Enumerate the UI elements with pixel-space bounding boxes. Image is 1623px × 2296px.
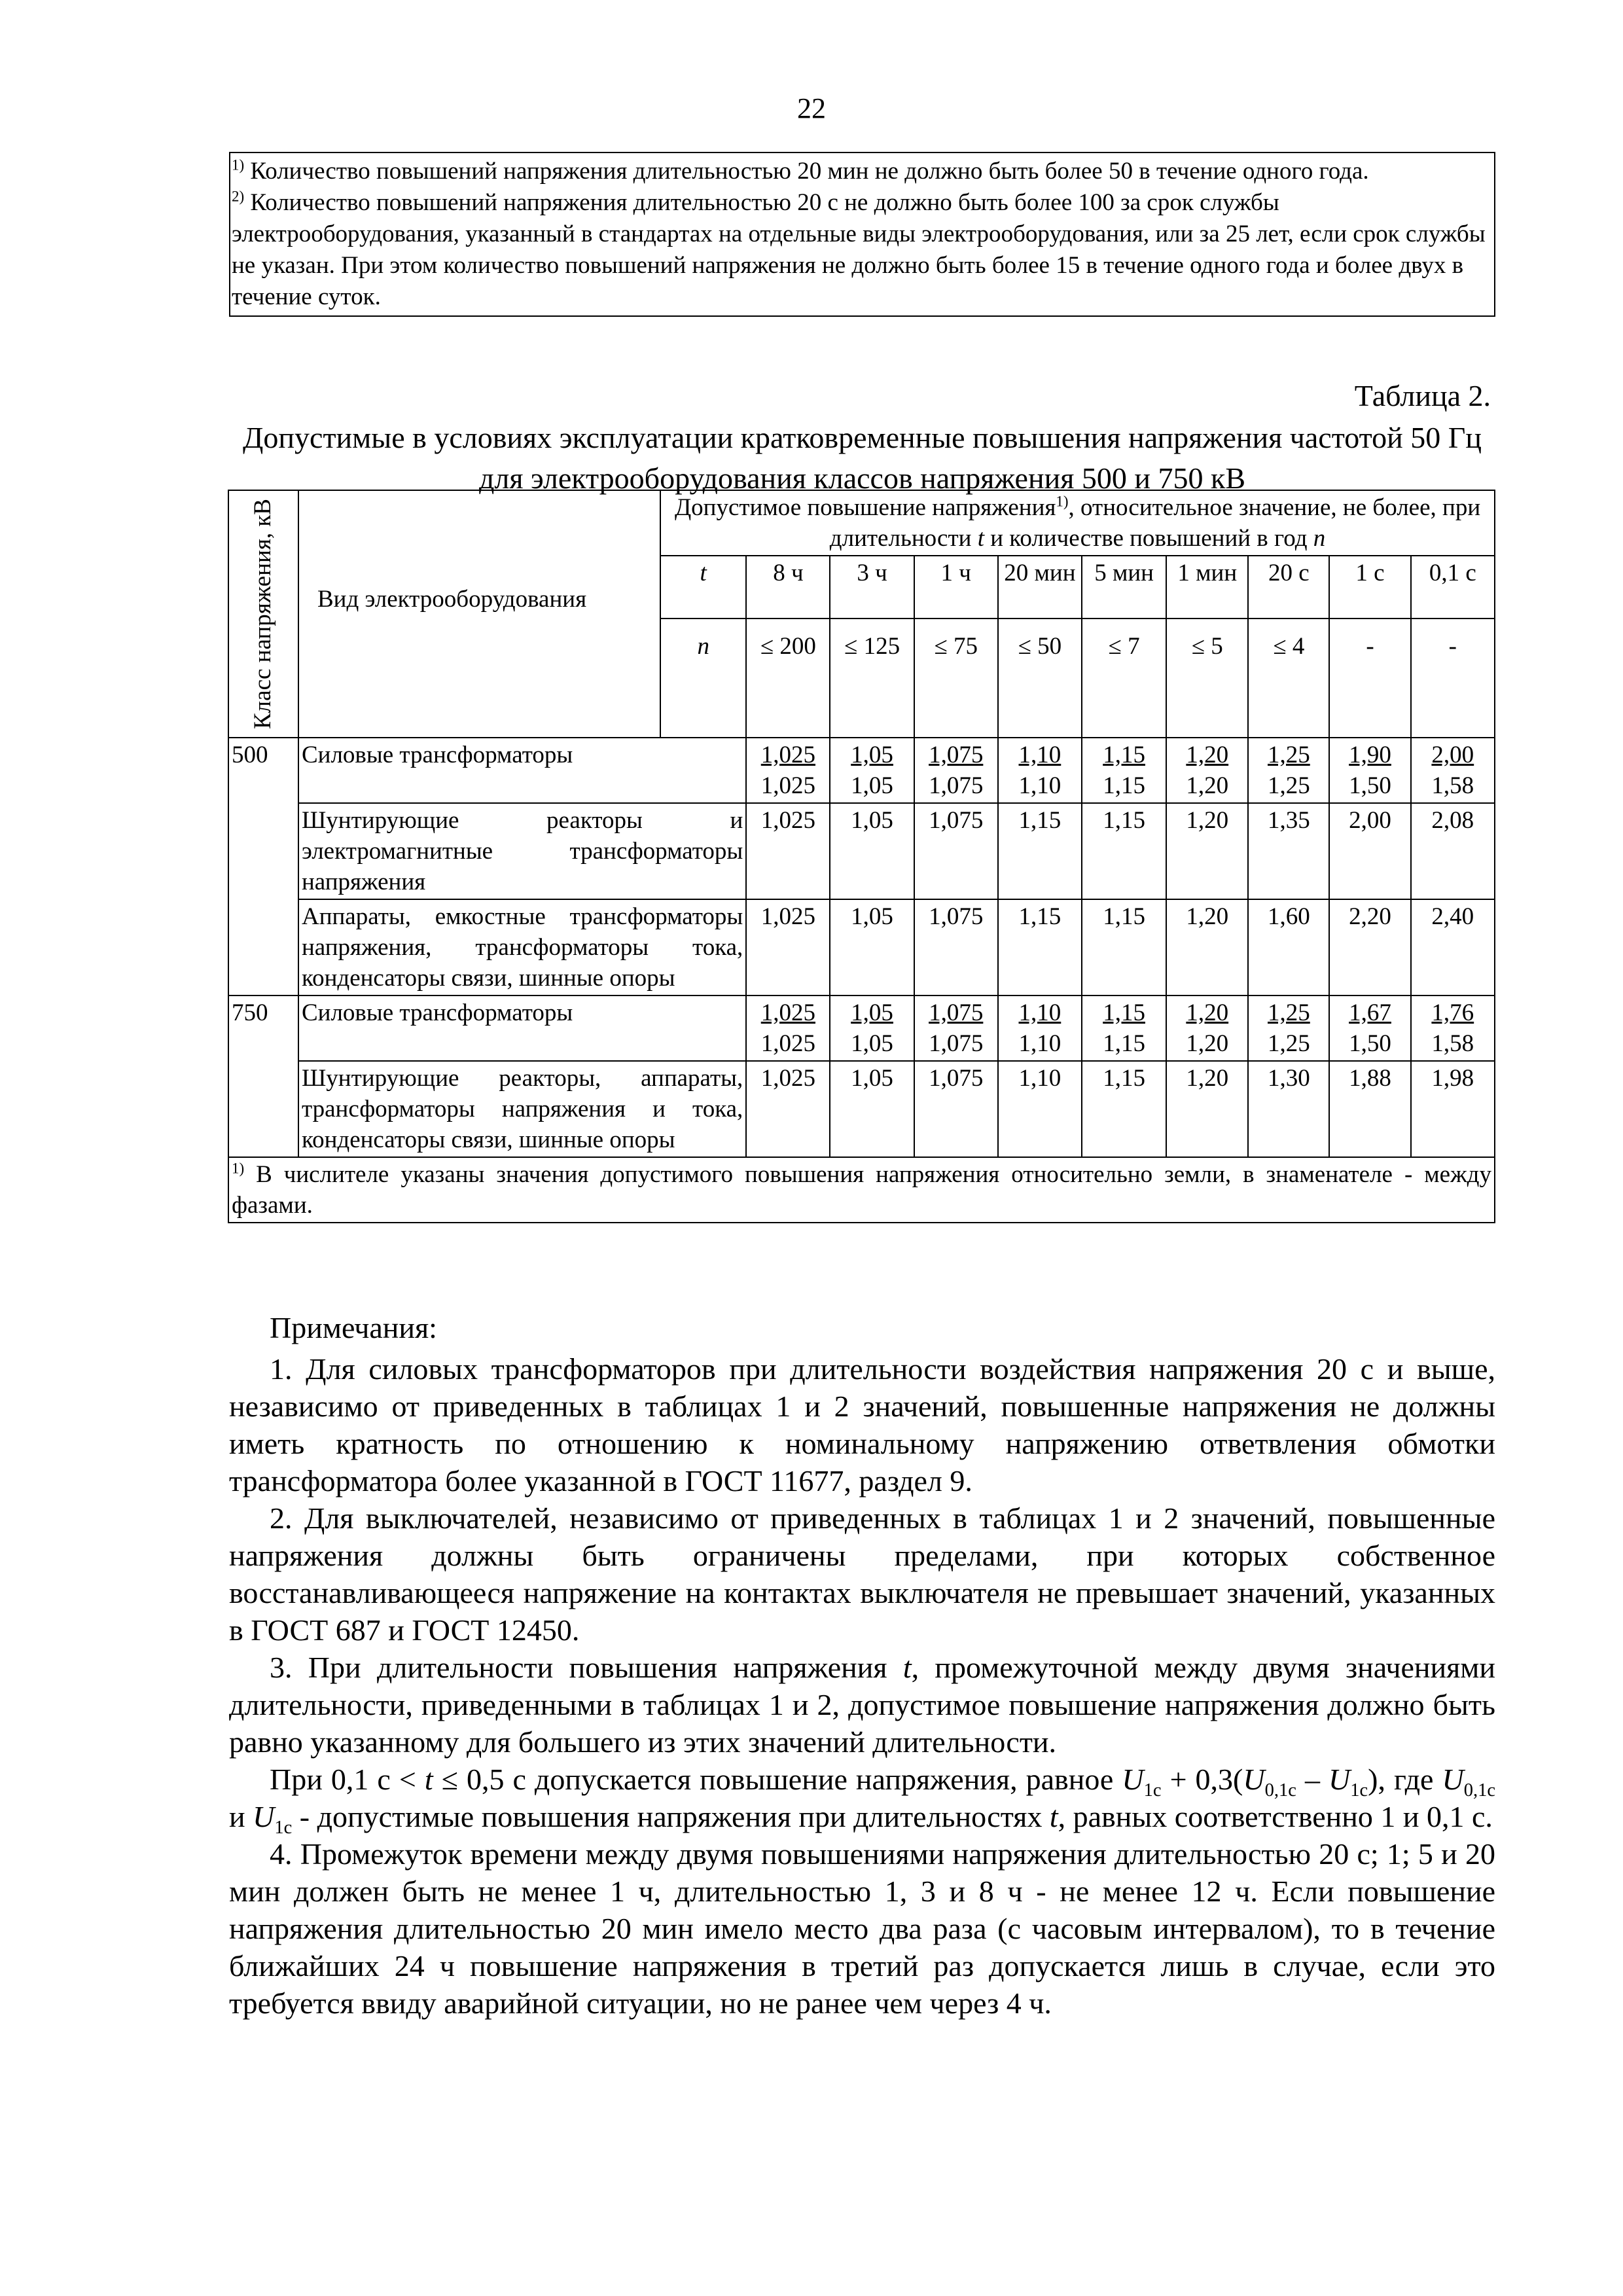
equipment-type-cell: Шунтирующие реакторы, аппараты, трансформаторы напряжения и тока, конденсаторы связи, шинные опоры [298,1061,746,1157]
duration-header: 0,1 с [1411,556,1495,619]
denominator-value: 1,025 [760,772,815,799]
table-row [228,738,1495,803]
numerator-value: 1,25 [1268,999,1310,1026]
denominator-value: 1,58 [1431,1030,1474,1057]
numerator-value: 1,05 [851,742,893,768]
table-row [228,1061,1495,1157]
value-cell: 1,20 [1166,1061,1248,1157]
denominator-value: 1,10 [1018,772,1061,799]
voltage-table [228,490,1495,1223]
fraction-value-cell [746,996,830,1061]
count-header: ≤ 125 [830,619,914,738]
numerator-value: 1,025 [760,999,815,1026]
footnote-1: $^{1)}$ Количество повышений напряжения длительностью 20 мин не должно быть более 50 в течение одного года. [232,156,1369,185]
value-cell: 1,10 [998,1061,1082,1157]
count-header: ≤ 50 [998,619,1082,738]
denominator-value: 1,50 [1349,1030,1391,1057]
numerator-value: 1,075 [929,742,984,768]
denominator-value: 1,58 [1431,772,1474,799]
equipment-type-cell: Шунтирующие реакторы и электромагнитные трансформаторы напряжения [298,803,746,899]
value-cell: 1,20 [1166,803,1248,899]
fraction-value-cell [998,996,1082,1061]
denominator-value: 1,05 [851,772,893,799]
note-4: 4. Промежуток времени между двумя повышениями напряжения длительностью 20 с; 1; 5 и 20 мин должен быть не менее 1 ч, длительностью 1, 3 и 8 ч - не менее 12 ч. Если повышение напряжения длительностью 20 мин имело место два раза (с часовым интервалом), то в течение ближайших 24 ч повышение напряжения в третий раз допускается лишь в случае, если это требуется ввиду аварийной ситуации, но не ранее чем через 4 ч. [229,1837,1495,2020]
denominator-value: 1,075 [929,1030,984,1057]
table-row [228,996,1495,1061]
footnote-2: $^{2)}$ Количество повышений напряжения длительностью 20 с не должно быть более 100 за срок службы электрооборудования, указанный в стандартах на отдельные виды электрооборудования, или за 25 лет, если срок службы не указан. При этом количество повышений напряжения не должно быть более 15 в течение одного года и более двух в течение суток. [232,188,1486,310]
duration-header: 1 мин [1166,556,1248,619]
duration-header: 1 с [1329,556,1410,619]
value-cell: 1,025 [746,899,830,996]
value-cell: 1,88 [1329,1061,1410,1157]
value-cell: 1,15 [998,803,1082,899]
value-cell: 1,15 [1082,1061,1166,1157]
value-cell: 1,15 [998,899,1082,996]
value-cell: 1,075 [914,1061,998,1157]
equipment-type-cell: Аппараты, емкостные трансформаторы напряжения, трансформаторы тока, конденсаторы связи, шинные опоры [298,899,746,996]
value-cell: 1,35 [1248,803,1329,899]
denominator-value: 1,20 [1186,772,1229,799]
numerator-value: 1,20 [1186,742,1229,768]
numerator-value: 1,075 [929,999,984,1026]
count-header: ≤ 75 [914,619,998,738]
value-cell: 2,20 [1329,899,1410,996]
duration-header: 1 ч [914,556,998,619]
note-1: 1. Для силовых трансформаторов при длительности воздействия напряжения 20 с и выше, независимо от приведенных в таблицах 1 и 2 значений, повышенные напряжения не должны иметь кратность по отношению к номинальному напряжению ответвления обмотки трансформатора более указанной в ГОСТ 11677, раздел 9. [229,1352,1495,1498]
type-header: Вид электрооборудования [298,490,660,738]
t-label: t [660,556,746,619]
denominator-value: 1,25 [1268,772,1310,799]
note-3-formula: При 0,1 с < t ≤ 0,5 с допускается повышение напряжения, равное $U_{1с} + 0,3(U_{0,1с} - U_{1с})$, где $U_{0,1с}$ и $U_{1с}$ - допустимые повышения напряжения при длительностях t, равных соответственно 1 и 0,1 с. [229,1763,1496,1839]
duration-header: 20 мин [998,556,1082,619]
value-cell: 1,30 [1248,1061,1329,1157]
notes-heading: Примечания: [270,1311,437,1344]
fraction-value-cell [1411,738,1495,803]
value-cell: 1,98 [1411,1061,1495,1157]
duration-header: 8 ч [746,556,830,619]
count-header: - [1329,619,1410,738]
fraction-value-cell [1166,738,1248,803]
count-header: ≤ 4 [1248,619,1329,738]
value-cell: 1,075 [914,899,998,996]
value-cell: 2,40 [1411,899,1495,996]
fraction-value-cell [1166,996,1248,1061]
numerator-value: 1,25 [1268,742,1310,768]
voltage-class-cell: 750 [228,996,298,1157]
fraction-value-cell [1329,996,1410,1061]
notes-section [229,1309,1495,2022]
duration-header: 5 мин [1082,556,1166,619]
value-cell: 1,05 [830,899,914,996]
fraction-value-cell [1248,996,1329,1061]
numerator-value: 1,025 [760,742,815,768]
numerator-value: 1,15 [1103,742,1145,768]
denominator-value: 1,05 [851,1030,893,1057]
denominator-value: 1,50 [1349,772,1391,799]
group-header: Допустимое повышение напряжения$^{1)}$, относительное значение, не более, при длительности t и количестве повышений в год n [660,490,1495,556]
value-cell: 1,15 [1082,803,1166,899]
value-cell: 1,60 [1248,899,1329,996]
numerator-value: 1,10 [1018,999,1061,1026]
note-3: 3. При длительности повышения напряжения t, промежуточной между двумя значениями длительности, приведенными в таблицах 1 и 2, допустимое повышение напряжения должно быть равно указанному для большего из этих значений длительности. [229,1651,1496,1759]
duration-header: 3 ч [830,556,914,619]
fraction-value-cell [1248,738,1329,803]
fraction-value-cell [830,996,914,1061]
fraction-value-cell [830,738,914,803]
denominator-value: 1,075 [929,772,984,799]
table-title: Допустимые в условиях эксплуатации кратковременные повышения напряжения частотой 50 Гц для электрооборудования классов напряжения 500 и 750 кВ [243,421,1482,495]
value-cell: 2,08 [1411,803,1495,899]
top-footnotes-box [229,152,1495,317]
equipment-type-cell: Силовые трансформаторы [298,738,746,803]
table-row [228,803,1495,899]
voltage-class-cell: 500 [228,738,298,996]
count-header: ≤ 7 [1082,619,1166,738]
denominator-value: 1,025 [760,1030,815,1057]
n-label: n [660,619,746,738]
denominator-value: 1,10 [1018,1030,1061,1057]
value-cell: 1,025 [746,1061,830,1157]
count-header: - [1411,619,1495,738]
fraction-value-cell [1329,738,1410,803]
numerator-value: 1,10 [1018,742,1061,768]
value-cell: 1,025 [746,803,830,899]
note-2: 2. Для выключателей, независимо от приведенных в таблицах 1 и 2 значений, повышенные напряжения должны быть ограничены пределами, при которых собственное восстанавливающееся напряжение на контактах выключателя не превышает значений, указанных в ГОСТ 687 и ГОСТ 12450. [229,1501,1495,1647]
denominator-value: 1,15 [1103,772,1145,799]
table-caption: Таблица 2. [1354,379,1491,412]
table-footnote: $^{1)}$ В числителе указаны значения допустимого повышения напряжения относительно земли, в знаменателе - между фазами. [228,1157,1495,1223]
value-cell: 1,15 [1082,899,1166,996]
value-cell: 2,00 [1329,803,1410,899]
duration-header: 20 с [1248,556,1329,619]
value-cell: 1,05 [830,1061,914,1157]
numerator-value: 1,90 [1349,742,1391,768]
value-cell: 1,20 [1166,899,1248,996]
fraction-value-cell [1082,738,1166,803]
numerator-value: 1,05 [851,999,893,1026]
fraction-value-cell [998,738,1082,803]
numerator-value: 2,00 [1431,742,1474,768]
numerator-value: 1,20 [1186,999,1229,1026]
fraction-value-cell [746,738,830,803]
value-cell: 1,075 [914,803,998,899]
numerator-value: 1,76 [1431,999,1474,1026]
denominator-value: 1,15 [1103,1030,1145,1057]
equipment-type-cell: Силовые трансформаторы [298,996,746,1061]
numerator-value: 1,67 [1349,999,1391,1026]
table-row [228,899,1495,996]
count-header: ≤ 5 [1166,619,1248,738]
fraction-value-cell [914,738,998,803]
fraction-value-cell [914,996,998,1061]
table-body [228,738,1495,1157]
count-header: ≤ 200 [746,619,830,738]
denominator-value: 1,25 [1268,1030,1310,1057]
fraction-value-cell [1082,996,1166,1061]
page-number: 22 [797,92,826,124]
class-header: Класс напряжения, кВ [228,490,298,738]
table-footnote-row [228,1157,1495,1223]
value-cell: 1,05 [830,803,914,899]
numerator-value: 1,15 [1103,999,1145,1026]
header-row-group [228,490,1495,556]
denominator-value: 1,20 [1186,1030,1229,1057]
fraction-value-cell [1411,996,1495,1061]
